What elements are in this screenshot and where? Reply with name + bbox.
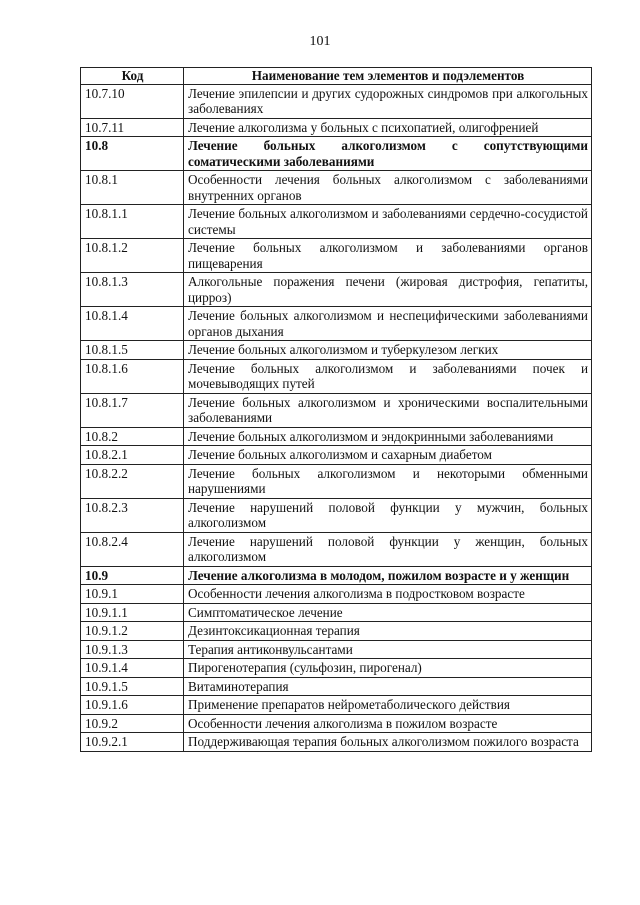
table-row: [81, 84, 592, 118]
page-number: 101: [309, 34, 331, 49]
table-row: [81, 273, 592, 307]
table-row: [81, 585, 592, 604]
row-name: Лечение больных алкоголизмом и заболеваниями сердечно-сосудистой системы: [184, 205, 592, 239]
row-code: 10.9.1.1: [81, 603, 184, 622]
table-row: [81, 341, 592, 360]
table-row: [81, 566, 592, 585]
row-name: Лечение больных алкоголизмом и сахарным диабетом: [184, 446, 592, 465]
row-name: Лечение больных алкоголизмом и некоторыми обменными нарушениями: [184, 464, 592, 498]
table-row: [81, 498, 592, 532]
row-name: Лечение больных алкоголизмом и заболеваниями органов пищеварения: [184, 239, 592, 273]
row-name: Лечение алкоголизма в молодом, пожилом возрасте и у женщин: [184, 566, 592, 585]
row-name: Алкогольные поражения печени (жировая дистрофия, гепатиты, цирроз): [184, 273, 592, 307]
row-name: Дезинтоксикационная терапия: [184, 622, 592, 641]
row-code: 10.8.1.1: [81, 205, 184, 239]
row-code: 10.7.11: [81, 118, 184, 137]
row-code: 10.9.1.3: [81, 640, 184, 659]
table-row: [81, 714, 592, 733]
row-code: 10.8.2: [81, 427, 184, 446]
row-code: 10.9.1.2: [81, 622, 184, 641]
topics-table: [80, 67, 592, 752]
row-name: Особенности лечения алкоголизма в подростковом возрасте: [184, 585, 592, 604]
header-code: Код: [81, 68, 184, 85]
row-code: 10.9.2.1: [81, 733, 184, 752]
row-name: Лечение больных алкоголизмом и неспецифическими заболеваниями органов дыхания: [184, 307, 592, 341]
table-row: [81, 118, 592, 137]
table-row: [81, 359, 592, 393]
row-code: 10.8.2.4: [81, 532, 184, 566]
row-name: Особенности лечения алкоголизма в пожилом возрасте: [184, 714, 592, 733]
row-code: 10.8.1.5: [81, 341, 184, 360]
table-row: [81, 659, 592, 678]
table-row: [81, 640, 592, 659]
row-name: Лечение больных алкоголизмом и эндокринными заболеваниями: [184, 427, 592, 446]
row-code: 10.9.1.5: [81, 677, 184, 696]
row-code: 10.9: [81, 566, 184, 585]
table-row: [81, 239, 592, 273]
row-code: 10.9.2: [81, 714, 184, 733]
row-code: 10.8.1.3: [81, 273, 184, 307]
table-row: [81, 171, 592, 205]
row-name: Лечение алкоголизма у больных с психопатией, олигофренией: [184, 118, 592, 137]
row-name: Пирогенотерапия (сульфозин, пирогенал): [184, 659, 592, 678]
row-name: Лечение больных алкоголизмом с сопутствующими соматическими заболеваниями: [184, 137, 592, 171]
row-code: 10.8.2.3: [81, 498, 184, 532]
row-code: 10.9.1: [81, 585, 184, 604]
table-body: [81, 84, 592, 751]
table-row: [81, 733, 592, 752]
row-name: Лечение больных алкоголизмом и заболеваниями почек и мочевыводящих путей: [184, 359, 592, 393]
row-code: 10.8.2.2: [81, 464, 184, 498]
row-code: 10.8.1.2: [81, 239, 184, 273]
row-code: 10.8: [81, 137, 184, 171]
table-row: [81, 446, 592, 465]
row-code: 10.8.1.4: [81, 307, 184, 341]
row-name: Лечение больных алкоголизмом и туберкулезом легких: [184, 341, 592, 360]
table-row: [81, 464, 592, 498]
row-name: Терапия антиконвульсантами: [184, 640, 592, 659]
row-name: Лечение эпилепсии и других судорожных синдромов при алкогольных заболеваниях: [184, 84, 592, 118]
table-row: [81, 307, 592, 341]
table-row: [81, 696, 592, 715]
row-code: 10.8.2.1: [81, 446, 184, 465]
row-name: Лечение больных алкоголизмом и хроническими воспалительными заболеваниями: [184, 393, 592, 427]
row-name: Особенности лечения больных алкоголизмом с заболеваниями внутренних органов: [184, 171, 592, 205]
header-name: Наименование тем элементов и подэлементов: [184, 68, 592, 85]
table-row: [81, 603, 592, 622]
row-name: Лечение нарушений половой функции у мужчин, больных алкоголизмом: [184, 498, 592, 532]
row-name: Применение препаратов нейрометаболического действия: [184, 696, 592, 715]
row-code: 10.8.1.7: [81, 393, 184, 427]
table-row: [81, 622, 592, 641]
row-name: Витаминотерапия: [184, 677, 592, 696]
table-row: [81, 427, 592, 446]
row-code: 10.8.1: [81, 171, 184, 205]
table-header-row: [81, 68, 592, 85]
table-row: [81, 137, 592, 171]
table-row: [81, 532, 592, 566]
row-code: 10.9.1.4: [81, 659, 184, 678]
row-code: 10.7.10: [81, 84, 184, 118]
row-code: 10.8.1.6: [81, 359, 184, 393]
row-name: Лечение нарушений половой функции у женщин, больных алкоголизмом: [184, 532, 592, 566]
row-code: 10.9.1.6: [81, 696, 184, 715]
table-row: [81, 677, 592, 696]
table-row: [81, 205, 592, 239]
row-name: Симптоматическое лечение: [184, 603, 592, 622]
table-row: [81, 393, 592, 427]
row-name: Поддерживающая терапия больных алкоголизмом пожилого возраста: [184, 733, 592, 752]
